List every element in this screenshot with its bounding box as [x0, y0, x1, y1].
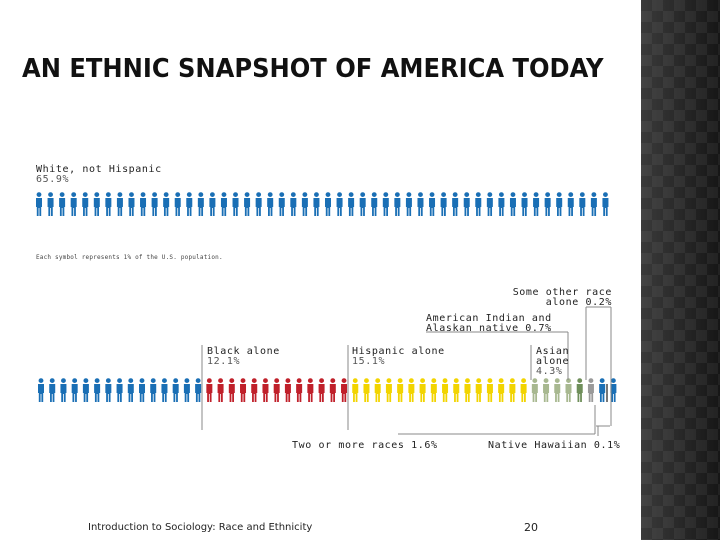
person-icon — [532, 378, 538, 402]
person-icon — [140, 192, 146, 216]
person-icon — [285, 378, 291, 402]
some-other-race-label: Some other race — [512, 287, 612, 298]
person-icon — [406, 192, 412, 216]
person-icon — [533, 192, 539, 216]
person-icon — [352, 378, 358, 402]
footer-course-title: Introduction to Sociology: Race and Ethnicity — [88, 522, 313, 533]
page-number: 20 — [524, 521, 538, 534]
person-icon — [152, 192, 158, 216]
some-other-race-percent: alone 0.2% — [545, 297, 612, 308]
white-percent: 65.9% — [36, 174, 70, 185]
person-icon — [522, 192, 528, 216]
person-icon — [251, 378, 257, 402]
black-label: Black alone — [207, 346, 280, 357]
person-icon — [475, 192, 481, 216]
person-icon — [554, 378, 560, 402]
person-icon — [279, 192, 285, 216]
person-icon — [476, 378, 482, 402]
person-icon — [545, 192, 551, 216]
person-icon — [371, 192, 377, 216]
mixed-races-row — [38, 378, 616, 402]
black-percent: 12.1% — [207, 356, 241, 367]
person-icon — [233, 192, 239, 216]
person-icon — [128, 378, 134, 402]
person-icon — [150, 378, 156, 402]
person-icon — [163, 192, 169, 216]
two-or-more-races-label: Two or more races 1.6% — [292, 440, 438, 451]
person-icon — [49, 378, 55, 402]
slide-title: AN ETHNIC SNAPSHOT OF AMERICA TODAY — [22, 54, 604, 84]
person-icon — [420, 378, 426, 402]
native-hawaiian-label: Native Hawaiian 0.1% — [488, 440, 621, 451]
person-icon — [94, 378, 100, 402]
person-icon — [302, 192, 308, 216]
person-icon — [498, 192, 504, 216]
hispanic-percent: 15.1% — [352, 356, 386, 367]
person-icon — [337, 192, 343, 216]
person-icon — [139, 378, 145, 402]
person-icon — [71, 192, 77, 216]
person-icon — [394, 192, 400, 216]
person-icon — [313, 192, 319, 216]
person-icon — [240, 378, 246, 402]
person-icon — [244, 192, 250, 216]
person-icon — [262, 378, 268, 402]
person-icon — [498, 378, 504, 402]
person-icon — [209, 192, 215, 216]
person-icon — [206, 378, 212, 402]
person-icon — [487, 378, 493, 402]
person-icon — [599, 378, 605, 402]
person-icon — [464, 192, 470, 216]
person-icon — [577, 378, 583, 402]
person-icon — [256, 192, 262, 216]
person-icon — [417, 192, 423, 216]
person-icon — [195, 378, 201, 402]
person-icon — [36, 192, 42, 216]
person-icon — [521, 378, 527, 402]
person-icon — [429, 192, 435, 216]
person-icon — [173, 378, 179, 402]
white-label: White, not Hispanic — [36, 164, 162, 175]
person-icon — [221, 192, 227, 216]
person-icon — [161, 378, 167, 402]
person-icon — [348, 192, 354, 216]
person-icon — [184, 378, 190, 402]
person-icon — [509, 378, 515, 402]
person-icon — [319, 378, 325, 402]
person-icon — [464, 378, 470, 402]
hispanic-label: Hispanic alone — [352, 346, 445, 357]
person-icon — [267, 192, 273, 216]
person-icon — [48, 192, 54, 216]
person-icon — [105, 192, 111, 216]
person-icon — [510, 192, 516, 216]
person-icon — [452, 192, 458, 216]
person-icon — [82, 192, 88, 216]
person-icon — [579, 192, 585, 216]
person-icon — [307, 378, 313, 402]
person-icon — [375, 378, 381, 402]
white-not-hispanic-row — [36, 192, 608, 216]
person-icon — [543, 378, 549, 402]
symbol-note: Each symbol represents 1% of the U.S. population. — [36, 254, 223, 261]
person-icon — [591, 192, 597, 216]
asian-label: Asian — [536, 346, 570, 357]
native-hawaiian-mark — [606, 384, 608, 402]
person-icon — [198, 192, 204, 216]
person-icon — [117, 192, 123, 216]
person-icon — [442, 378, 448, 402]
person-icon — [386, 378, 392, 402]
person-icon — [325, 192, 331, 216]
american-indian-label: American Indian and — [426, 313, 552, 324]
person-icon — [360, 192, 366, 216]
person-icon — [218, 378, 224, 402]
person-icon — [229, 378, 235, 402]
person-icon — [602, 192, 608, 216]
person-icon — [341, 378, 347, 402]
person-icon — [487, 192, 493, 216]
person-icon — [568, 192, 574, 216]
person-icon — [296, 378, 302, 402]
person-icon — [72, 378, 78, 402]
person-icon — [117, 378, 123, 402]
person-icon — [274, 378, 280, 402]
person-icon — [588, 378, 594, 402]
person-icon — [290, 192, 296, 216]
person-icon — [383, 192, 389, 216]
person-icon — [38, 378, 44, 402]
asian-percent: 4.3% — [536, 366, 563, 377]
person-icon — [565, 378, 571, 402]
person-icon — [83, 378, 89, 402]
person-icon — [408, 378, 414, 402]
person-icon — [186, 192, 192, 216]
american-indian-percent: Alaskan native 0.7% — [426, 323, 552, 334]
person-icon — [59, 192, 65, 216]
decorative-side-panel — [641, 0, 720, 540]
person-icon — [397, 378, 403, 402]
person-icon — [60, 378, 66, 402]
person-icon — [94, 192, 100, 216]
person-icon — [175, 192, 181, 216]
asian-label-alone: alone — [536, 356, 570, 367]
person-icon — [128, 192, 134, 216]
person-icon — [453, 378, 459, 402]
person-icon — [431, 378, 437, 402]
person-icon — [441, 192, 447, 216]
person-icon — [105, 378, 111, 402]
person-icon — [330, 378, 336, 402]
person-icon — [363, 378, 369, 402]
person-icon — [556, 192, 562, 216]
